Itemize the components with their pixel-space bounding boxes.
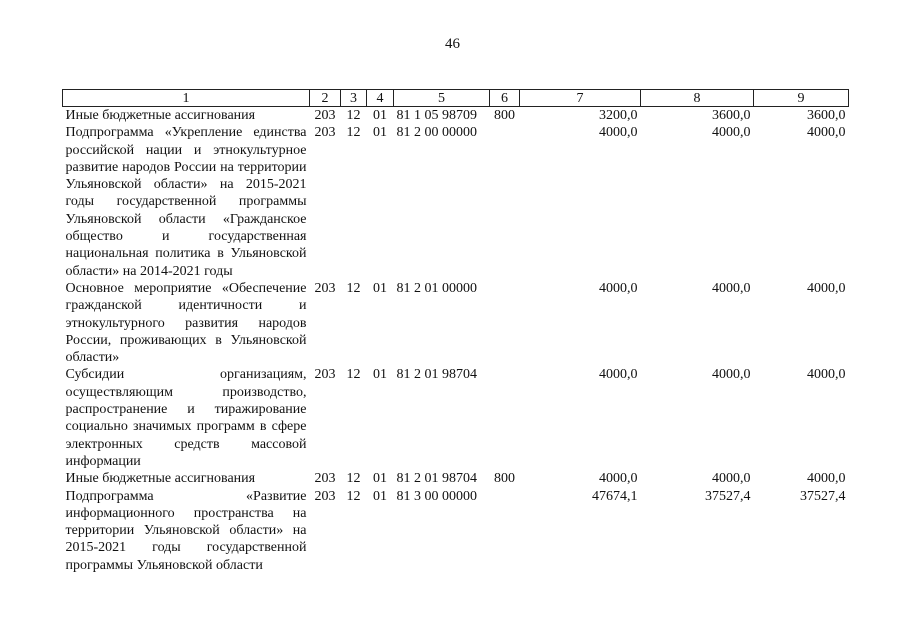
cell-c2: 203 xyxy=(314,488,336,504)
column-header: 5 xyxy=(394,90,490,107)
cell-c3: 12 xyxy=(346,280,361,296)
cell-c4: 01 xyxy=(373,108,387,123)
cell-c6: 800 xyxy=(494,471,515,487)
cell-c4: 01 xyxy=(373,488,387,504)
cell-c2: 203 xyxy=(314,471,336,487)
cell-c2: 203 xyxy=(314,108,336,123)
column-header: 8 xyxy=(641,90,754,107)
cell-c9: 4000,0 xyxy=(807,125,846,141)
cell-c3: 12 xyxy=(346,125,361,141)
cell-c2: 203 xyxy=(314,280,336,296)
cell-c6 xyxy=(490,280,520,366)
cell-c7: 4000,0 xyxy=(599,471,638,487)
cell-c7: 4000,0 xyxy=(599,367,638,383)
cell-c9: 4000,0 xyxy=(807,367,846,383)
cell-c4: 01 xyxy=(373,280,387,296)
column-header: 2 xyxy=(310,90,341,107)
column-header: 7 xyxy=(520,90,641,107)
table-row xyxy=(63,280,849,366)
column-header: 6 xyxy=(490,90,520,107)
cell-c7: 47674,1 xyxy=(592,488,638,504)
cell-c8: 4000,0 xyxy=(712,280,751,296)
cell-c8: 3600,0 xyxy=(712,108,751,123)
column-header: 1 xyxy=(63,90,310,107)
row-name: Субсидии организациям, осуществляющим производство, распространение и тиражирование социально значимых программ в сфере электронных средств массовой информации xyxy=(65,367,307,469)
cell-c8: 37527,4 xyxy=(705,488,751,504)
cell-c7: 4000,0 xyxy=(599,125,638,141)
cell-c3: 12 xyxy=(346,471,361,487)
cell-c6 xyxy=(490,366,520,470)
cell-c4: 01 xyxy=(373,125,387,141)
cell-c4: 01 xyxy=(373,471,387,487)
cell-c8: 4000,0 xyxy=(712,367,751,383)
row-name: Иные бюджетные ассигнования xyxy=(65,108,256,123)
row-name: Основное мероприятие «Обеспечение гражданской идентичности и этнокультурного развития народов России, проживающих в Ульяновской области» xyxy=(65,280,307,366)
cell-c9: 4000,0 xyxy=(807,280,846,296)
cell-c9: 37527,4 xyxy=(800,488,846,504)
row-name: Подпрограмма «Укрепление единства российской нации и этнокультурное развитие народов России на территории Ульяновской области» на 2015-2021 годы государственной программы Ульяновской области «Гражданское общество и государственная национальная политика в Ульяновской области» на 2014-2021 годы xyxy=(65,125,307,279)
table-row xyxy=(63,366,849,470)
cell-c9: 3600,0 xyxy=(807,108,846,123)
page-number: 46 xyxy=(445,36,460,52)
budget-table xyxy=(62,89,849,574)
cell-c5: 81 2 01 00000 xyxy=(396,280,477,296)
cell-c5: 81 2 00 00000 xyxy=(396,125,477,141)
row-name: Подпрограмма «Развитие информационного пространства на территории Ульяновской области» на 2015-2021 годы государственной программы Ульяновской области xyxy=(65,488,307,573)
cell-c4: 01 xyxy=(373,367,387,383)
cell-c5: 81 3 00 00000 xyxy=(396,488,477,504)
cell-c9: 4000,0 xyxy=(807,471,846,487)
cell-c2: 203 xyxy=(314,367,336,383)
column-header: 9 xyxy=(754,90,849,107)
cell-c5: 81 1 05 98709 xyxy=(396,108,477,123)
cell-c7: 3200,0 xyxy=(599,108,638,123)
header-row xyxy=(63,90,849,107)
cell-c8: 4000,0 xyxy=(712,471,751,487)
table-row xyxy=(63,107,849,125)
cell-c6 xyxy=(490,488,520,574)
cell-c3: 12 xyxy=(346,488,361,504)
cell-c6 xyxy=(490,124,520,280)
table-row xyxy=(63,124,849,280)
row-name: Иные бюджетные ассигнования xyxy=(65,471,256,487)
cell-c8: 4000,0 xyxy=(712,125,751,141)
cell-c5: 81 2 01 98704 xyxy=(396,471,477,487)
cell-c2: 203 xyxy=(314,125,336,141)
cell-c7: 4000,0 xyxy=(599,280,638,296)
cell-c6: 800 xyxy=(494,108,515,123)
column-header: 3 xyxy=(341,90,367,107)
table-row xyxy=(63,470,849,487)
cell-c5: 81 2 01 98704 xyxy=(396,367,477,383)
column-header: 4 xyxy=(367,90,394,107)
cell-c3: 12 xyxy=(346,108,361,123)
cell-c3: 12 xyxy=(346,367,361,383)
table-row xyxy=(63,488,849,574)
